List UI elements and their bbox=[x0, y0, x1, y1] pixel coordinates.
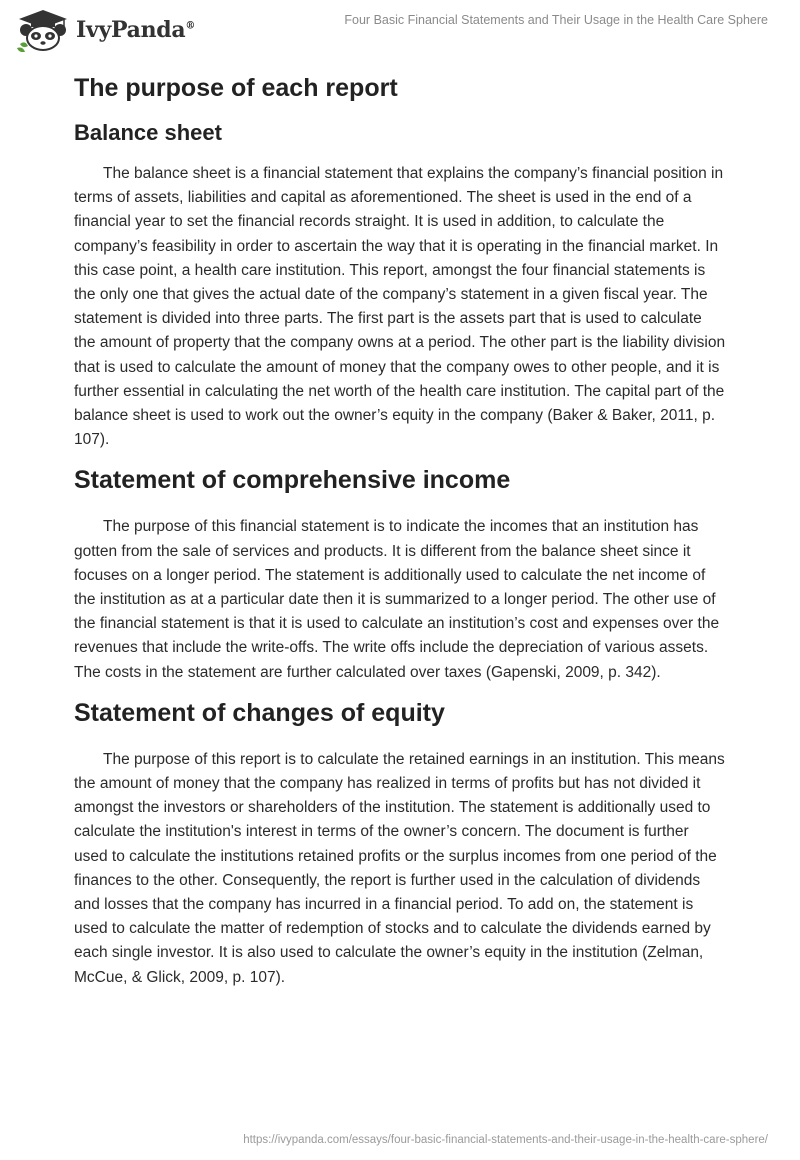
document-title: Four Basic Financial Statements and Their Usage in the Health Care Sphere bbox=[344, 13, 768, 27]
source-url[interactable]: https://ivypanda.com/essays/four-basic-financial-statements-and-their-usage-in-the-health-care-sphere/ bbox=[243, 1134, 768, 1146]
heading-balance-sheet: Balance sheet bbox=[74, 120, 222, 145]
heading-comprehensive-income: Statement of comprehensive income bbox=[74, 466, 511, 495]
ivypanda-logo[interactable] bbox=[14, 8, 195, 52]
paragraph-changes-of-equity: The purpose of this report is to calculate the retained earnings in an institution. This means the amount of money that the company has realized in terms of profits but has not divided it amongst the investors or shareholders of the institution. The statement is additionally used to calculate the institution's interest in terms of the owner’s concern. The document is further used to calculate the institutions retained profits or the surplus incomes from one period of the finances to the other. Consequently, the report is further used in the calculation of dividends and losses that the company has incurred in a financial period. To add on, the statement is used to calculate the matter of redemption of stocks and to calculate the dividends earned by each single investor. It is also used to calculate the owner’s equity in the institution (Zelman, McCue, & Glick, 2009, p. 107). bbox=[74, 750, 725, 986]
brand-name: IvyPanda® bbox=[76, 17, 196, 43]
paragraph-balance-sheet: The balance sheet is a financial statement that explains the company’s financial position in terms of assets, liabilities and capital as aforementioned. The sheet is used in the end of a financial year to set the financial records straight. It is used in addition, to calculate the company’s feasibility in order to ascertain the way that it is operating in the financial market. In this case point, a health care institution. This report, amongst the four financial statements is the only one that gives the actual date of the company’s statement in a given fiscal year. The statement is divided into three parts. The first part is the assets part that is used to calculate the amount of property that the company owns at a period. The other part is the liability division that is used to calculate the amount of money that the company owes to other people, and it is further essential in calculating the net worth of the health care institution. The capital part of the balance sheet is used to work out the owner’s equity in the company (Baker & Baker, 2011, p. 107). bbox=[74, 165, 726, 449]
page-header bbox=[0, 0, 800, 60]
section-title: The purpose of each report bbox=[74, 74, 398, 102]
article-body bbox=[74, 70, 726, 990]
heading-changes-of-equity: Statement of changes of equity bbox=[74, 698, 445, 727]
panda-graduate-icon bbox=[14, 8, 72, 52]
paragraph-comprehensive-income: The purpose of this financial statement is to indicate the incomes that an institution has gotten from the sale of services and products. It is different from the balance sheet since it focuses on a longer period. The statement is additionally used to calculate the net income of the institution as at a particular date then it is summarized to a longer period. The other use of the financial statement is that it is used to calculate an institution’s cost and expenses over the revenues that include the write-offs. The write offs include the depreciation of various assets. The costs in the statement are further calculated over taxes (Gapenski, 2009, p. 342). bbox=[74, 518, 720, 681]
